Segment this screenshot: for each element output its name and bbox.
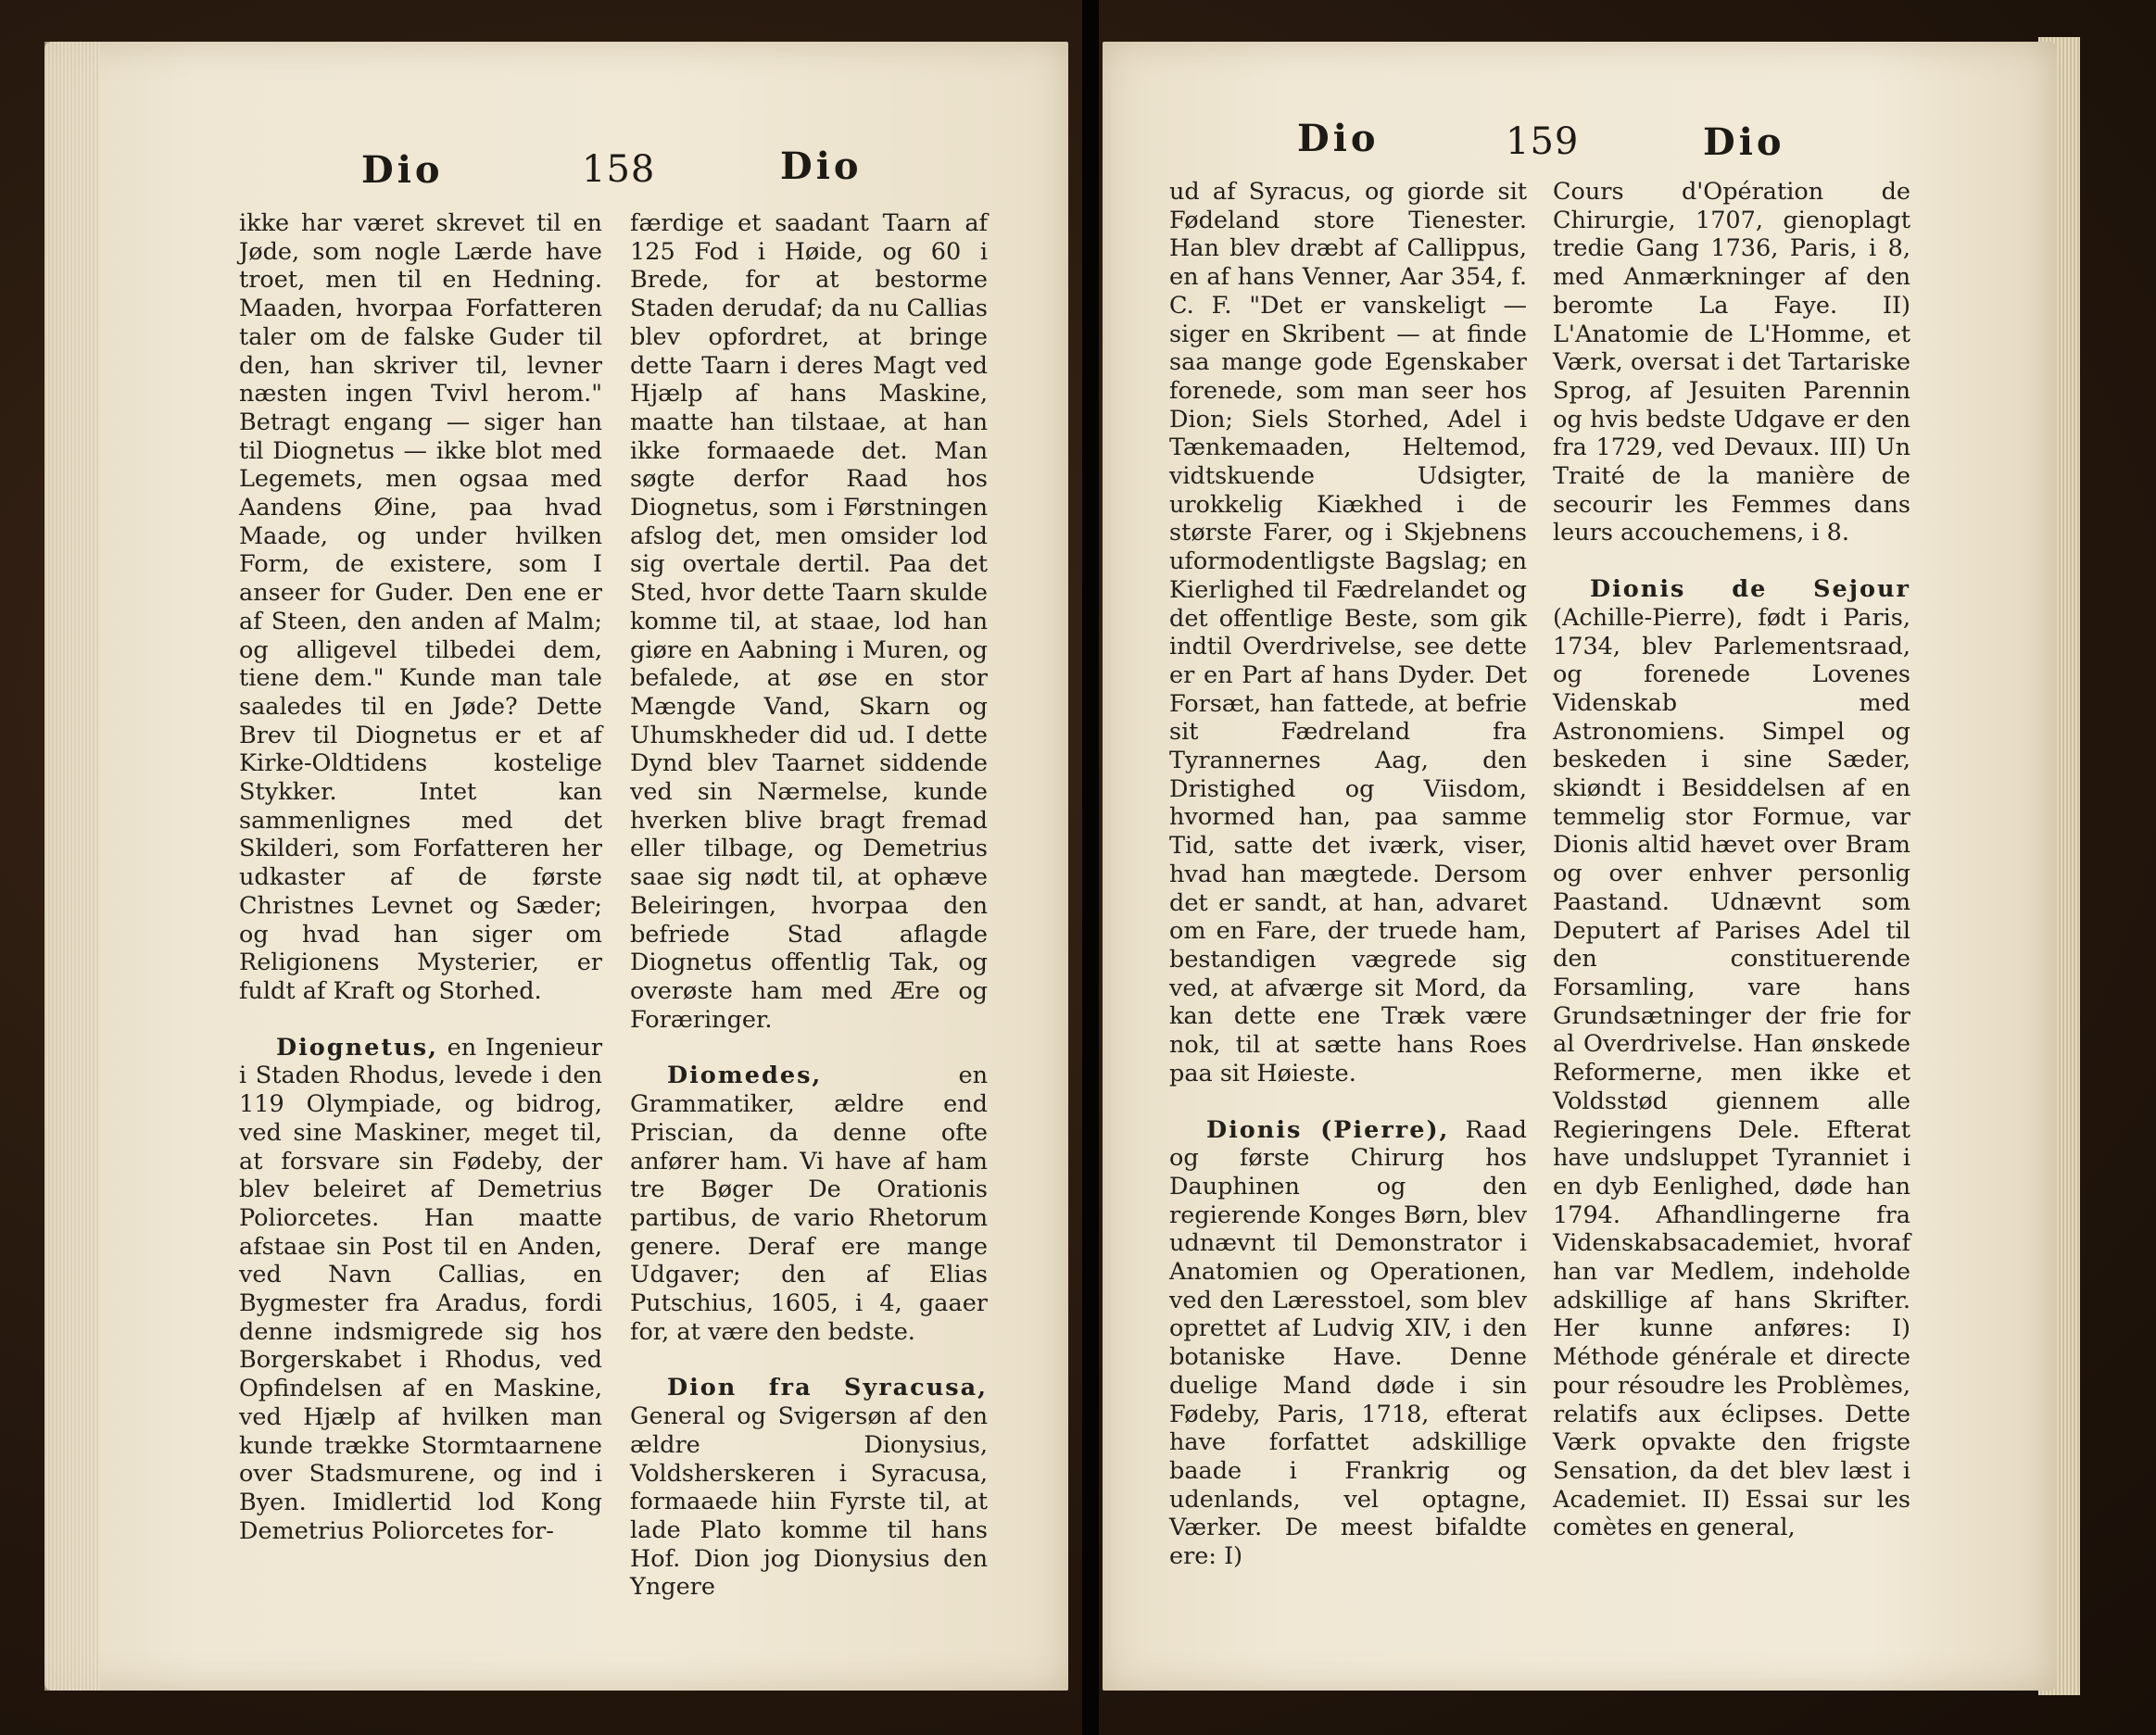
left-header-left: Dio [361,148,444,192]
entry-dion [630,1374,988,1602]
paragraph: ud af Syracus, og giorde sit Fødeland store Tienester. Han blev dræbt af Callippus, en af hans Venner, Aar 354, f. C. F. "Det er vanskeligt — siger en Skribent — at finde saa mange gode Egenskaber forenede, som man seer hos Dion; Siels Storhed, Adel i Tænkemaaden, Heltemod, vidtskuende Udsigter, urokkelig Kiækhed i de største Farer, og i Skjebnens uformodentligste Bagslag; en Kierlighed til Fædrelandet og det offentlige Beste, som gik indtil Overdrivelse, see dette er en Part af hans Dyder. Det Forsæt, han fattede, at befrie sit Fædreland fra Tyrannernes Aag, den Dristighed og Viisdom, hvormed han, paa samme Tid, satte det iværk, viser, hvad han mægtede. Dersom det er sandt, at han, advaret om en Fare, der truede ham, bestandigen vægrede sig ved, at afværge sit Mord, da kan dette ene Træk være nok, til at sætte hans Roes paa sit Høieste. [1169,178,1527,1088]
entry-headword: Dionis (Pierre), [1206,1115,1450,1144]
entry-headword: Diomedes, [667,1062,823,1090]
entry-diognetus [239,1034,602,1546]
right-column-2 [1553,178,1910,1542]
left-column-1 [239,209,602,1545]
entry-text: Raad og første Chirurg hos Dauphinen og den regierende Konges Børn, blev udnævnt til Demonstrator i Anatomien og Operationen, ved den Læresstoel, som blev oprettet af Ludvig XIV, i den botaniske Have. Denne duelige Mand døde i sin Fødeby, Paris, 1718, efterat have forfattet adskillige baade i Frankrig og udenlands, vel optagne, Værker. De meest bifaldte ere: I) [1169,1115,1527,1571]
entry-headword: Dion fra Syracusa, [667,1374,988,1402]
entry-headword: Dionis de Sejour [1590,575,1910,604]
entry-headword: Diognetus, [276,1033,438,1062]
left-header-right: Dio [780,145,863,188]
left-page-edges [44,42,100,1691]
gutter [1082,0,1099,1735]
entry-text: General og Svigersøn af den ældre Dionysius, Voldsherskeren i Syracusa, formaaede hiin Fyrste til, at lade Plato komme til hans Hof. Dion jog Dionysius den Yngere [630,1402,988,1602]
paragraph: færdige et saadant Taarn af 125 Fod i Høide, og 60 i Brede, for at bestorme Staden derudaf; da nu Callias blev opfordret, at bringe dette Taarn i deres Magt ved Hjælp af hans Maskine, maatte han tilstaae, at han ikke formaaede det. Man søgte derfor Raad hos Diognetus, som i Førstningen afslog det, men omsider lod sig overtale dertil. Paa det Sted, hvor dette Taarn skulde komme til, at staae, lod han giøre en Aabning i Muren, og befalede, at øse en stor Mængde Vand, Skarn og Uhumskheder did ud. I dette Dynd blev Taarnet siddende ved sin Nærmelse, kunde hverken blive bragt fremad eller tilbage, og Demetrius saae sig nødt til, at ophæve Beleiringen, hvorpaa den befriede Stad aflagde Diognetus offentlig Tak, og overøste ham med Ære og Foræringer. [630,209,988,1034]
right-header-left: Dio [1297,117,1380,160]
right-header-right: Dio [1703,120,1785,164]
paragraph: ikke har været skrevet til en Jøde, som nogle Lærde have troet, men til en Hedning. Maaden, hvorpaa Forfatteren taler om de falske Guder til den, han skriver til, levner næsten ingen Tvivl herom." Betragt engang — siger han til Diognetus — ikke blot med Legemets, men ogsaa med Aandens Øine, paa hvad Maade, og under hvilken Form, de existere, som I anseer for Guder. Den ene er af Steen, den anden af Malm; og alligevel tilbedei dem, tiene dem." Kunde man tale saaledes til en Jøde? Dette Brev til Diognetus er et af Kirke-Oldtidens kostelige Stykker. Intet kan sammenlignes med det Skilderi, som Forfatteren her udkaster af de første Christnes Levnet og Sæder; og hvad han siger om Religionens Mysterier, er fuldt af Kraft og Storhed. [239,209,602,1005]
entry-diomedes [630,1062,988,1346]
right-column-1 [1169,178,1527,1571]
entry-dionis-pierre [1169,1116,1527,1571]
right-page-number: 159 [1506,120,1580,163]
paragraph: Cours d'Opération de Chirurgie, 1707, gienoplagt tredie Gang 1736, Paris, i 8, med Anmærkninger af den beromte La Faye. II) L'Anatomie de L'Homme, et Værk, oversat i det Tartariske Sprog, af Jesuiten Parennin og hvis bedste Udgave er den fra 1729, ved Devaux. III) Un Traité de la manière de secourir les Femmes dans leurs accouchemens, i 8. [1553,178,1910,547]
entry-dionis-de-sejour [1553,575,1910,1542]
entry-text: en Ingenieur i Staden Rhodus, levede i den 119 Olympiade, og bidrog, ved sine Maskiner, meget til, at forsvare sin Fødeby, der blev beleiret af Demetrius Poliorcetes. Han maatte afstaae sin Post til en Anden, ved Navn Callias, en Bygmester fra Aradus, fordi denne indsmigrede sig hos Borgerskabet i Rhodus, ved Opfindelsen af en Maskine, ved Hjælp af hvilken man kunde trække Stormtaarnene over Stadsmurene, og ind i Byen. Imidlertid lod Kong Demetrius Poliorcetes for- [239,1033,603,1545]
left-column-2 [630,209,988,1602]
entry-text: (Achille-Pierre), født i Paris, 1734, blev Parlementsraad, og forenede Lovenes Videnskab med Astronomiens. Simpel og beskeden i sine Sæder, skiøndt i Besiddelsen af en temmelig stor Formue, var Dionis altid hævet over Bram og over enhver personlig Paastand. Udnævnt som Deputert af Parises Adel til den constituerende Forsamling, vare hans Grundsætninger der frie for al Overdrivelse. Han ønskede Reformerne, men ikke et Voldsstød giennem alle Regieringens Dele. Efterat have undsluppet Tyranniet i en dyb Eenlighed, døde han 1794. Afhandlingerne fra Videnskabsacademiet, hvoraf han var Medlem, indeholde adskillige af hans Skrifter. Her kunne anføres: I) Méthode générale et directe pour résoudre les Problèmes, relatifs aux éclipses. Dette Værk opvakte den frigste Sensation, da det blev læst i Academiet. II) Essai sur les comètes en general, [1553,603,1910,1542]
entry-text: en Grammatiker, ældre end Priscian, da denne ofte anfører ham. Vi have af ham tre Bøger De Orationis partibus, de vario Rhetorum genere. Deraf ere mange Udgaver; den af Elias Putschius, 1605, i 4, gaaer for, at være den bedste. [630,1062,988,1346]
left-page-number: 158 [582,148,656,191]
